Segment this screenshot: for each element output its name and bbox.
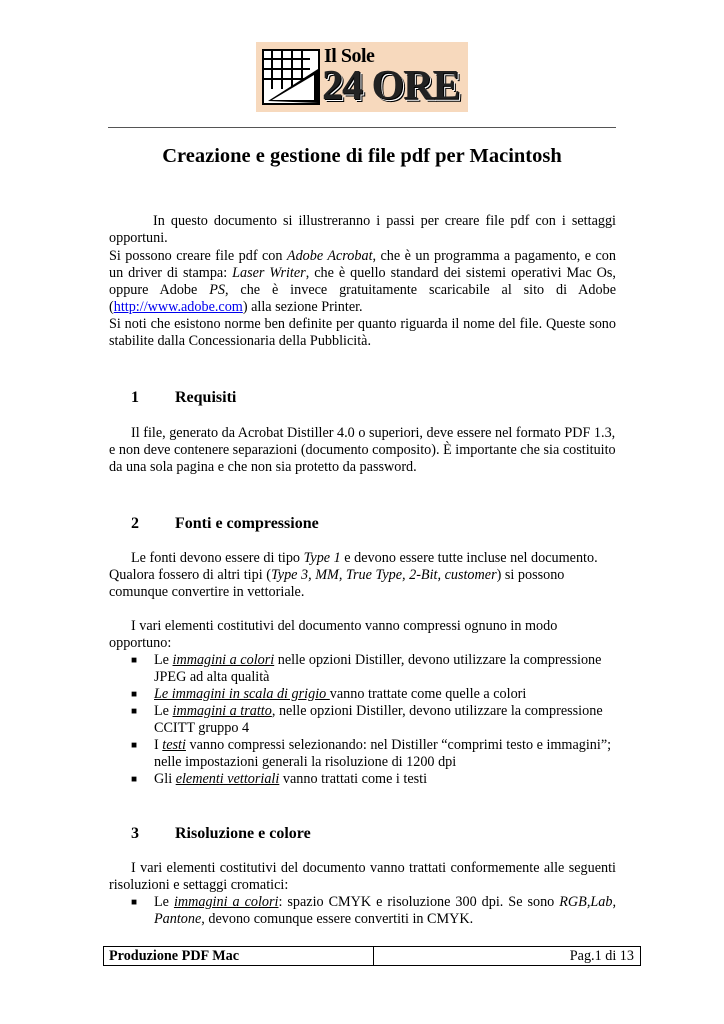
bullet-icon: ■ bbox=[131, 706, 138, 717]
section-number: 1 bbox=[131, 389, 139, 406]
emphasis: immagini a colori bbox=[172, 652, 275, 668]
footer-divider bbox=[373, 947, 374, 965]
intro-paragraph-1: In questo documento si illustreranno i passi per creare file pdf con i settaggi opportuni. bbox=[109, 213, 616, 246]
text: Gli bbox=[154, 771, 176, 787]
text: , che è un programma a pagamento, e con un driver di stampa: bbox=[109, 248, 616, 281]
page-number: Pag.1 di 13 bbox=[569, 948, 634, 964]
text: I bbox=[154, 737, 163, 753]
bullet-icon: ■ bbox=[131, 655, 138, 666]
section-number: 3 bbox=[131, 825, 139, 842]
text: vanno trattati come i testi bbox=[279, 771, 428, 787]
emphasis: testi bbox=[162, 737, 186, 753]
text: nelle opzioni Distiller, devono utilizzare la compressione JPEG ad alta qualità bbox=[154, 652, 602, 685]
text: , nelle opzioni Distiller, devono utilizzare la compressione CCITT gruppo 4 bbox=[154, 703, 603, 736]
intro-paragraph-2 bbox=[109, 248, 616, 316]
section-3-heading bbox=[131, 825, 311, 843]
list-item bbox=[109, 686, 616, 703]
text: , devono comunque essere convertiti in CMYK. bbox=[201, 911, 474, 927]
text: Le bbox=[154, 894, 174, 910]
section-title: Requisiti bbox=[175, 389, 237, 406]
text: ) alla sezione Printer. bbox=[242, 299, 363, 315]
bullet-icon: ■ bbox=[131, 689, 138, 700]
adobe-link[interactable]: http://www.adobe.com bbox=[113, 299, 243, 315]
list-item bbox=[109, 652, 616, 686]
document-title: Creazione e gestione di file pdf per Macintosh bbox=[162, 145, 562, 167]
color-spaces-text: RGB,Lab, Pantone bbox=[154, 894, 616, 927]
text: Le bbox=[154, 703, 173, 719]
section-1-body: Il file, generato da Acrobat Distiller 4.0 o superiori, deve essere nel formato PDF 1.3, e non deve contenere separazioni (documento composito). È importante che sia costituito da una sola pagina e che non sia protetto da password. bbox=[109, 425, 616, 475]
header-rule bbox=[108, 127, 616, 128]
text: Le bbox=[154, 652, 173, 668]
section-2-paragraph-1 bbox=[109, 550, 616, 601]
font-types-text: Type 3, MM, True Type, 2-Bit, customer bbox=[270, 567, 497, 583]
logo bbox=[256, 42, 468, 112]
logo-text-line1: Il Sole bbox=[324, 45, 375, 67]
list-item bbox=[109, 737, 616, 771]
emphasis: immagini a tratto bbox=[172, 703, 272, 719]
newspaper-grid-icon bbox=[262, 49, 320, 105]
laser-writer-text: Laser Writer bbox=[232, 265, 306, 281]
list-item bbox=[109, 894, 616, 928]
section-3-paragraph-1: I vari elementi costitutivi del documento vanno trattati conformemente alle seguenti risoluzioni e settaggi cromatici: bbox=[109, 860, 616, 893]
list-item bbox=[109, 703, 616, 737]
compression-list bbox=[109, 652, 616, 788]
footer-title: Produzione PDF Mac bbox=[109, 948, 240, 964]
text: , che è invece gratuitamente scaricabile al sito di Adobe ( bbox=[109, 282, 616, 315]
logo-text-line2: 24 ORE bbox=[322, 63, 460, 109]
type1-text: Type 1 bbox=[303, 550, 341, 566]
bullet-icon: ■ bbox=[131, 774, 138, 785]
emphasis: Le immagini in scala di grigio bbox=[154, 686, 330, 702]
text: , che è quello standard dei sistemi operativi Mac Os, oppure Adobe bbox=[109, 265, 616, 298]
text: vanno compressi selezionando: nel Distiller “comprimi testo e immagini”; nelle impostazioni generali la risoluzione di 1200 dpi bbox=[154, 737, 612, 770]
text: : spazio CMYK e risoluzione 300 dpi. Se sono bbox=[278, 894, 560, 910]
section-2-heading bbox=[131, 515, 319, 533]
adobe-acrobat-text: Adobe Acrobat bbox=[286, 248, 373, 264]
section-title: Fonti e compressione bbox=[175, 515, 319, 532]
text: vanno trattate come quelle a colori bbox=[329, 686, 527, 702]
text: Si possono creare file pdf con bbox=[109, 248, 287, 264]
bullet-icon: ■ bbox=[131, 740, 138, 751]
emphasis: immagini a colori bbox=[173, 894, 279, 910]
intro-paragraph-3: Si noti che esistono norme ben definite per quanto riguarda il nome del file. Queste sono stabilite dalla Concessionaria della Pubblicità. bbox=[109, 316, 616, 349]
text: Le fonti devono essere di tipo bbox=[131, 550, 304, 566]
section-number: 2 bbox=[131, 515, 139, 532]
text: e devono essere tutte incluse nel documento. Qualora fossero di altri tipi ( bbox=[109, 550, 598, 583]
page-footer bbox=[103, 946, 641, 966]
emphasis: elementi vettoriali bbox=[175, 771, 280, 787]
bullet-icon: ■ bbox=[131, 897, 138, 908]
section-title: Risoluzione e colore bbox=[175, 825, 311, 842]
list-item bbox=[109, 771, 616, 788]
text: ) si possono comunque convertire in vettoriale. bbox=[109, 567, 565, 600]
section-1-heading bbox=[131, 389, 236, 407]
ps-text: PS bbox=[209, 282, 225, 298]
color-list bbox=[109, 894, 616, 928]
section-2-paragraph-2: I vari elementi costitutivi del documento vanno compressi ognuno in modo opportuno: bbox=[109, 618, 558, 651]
